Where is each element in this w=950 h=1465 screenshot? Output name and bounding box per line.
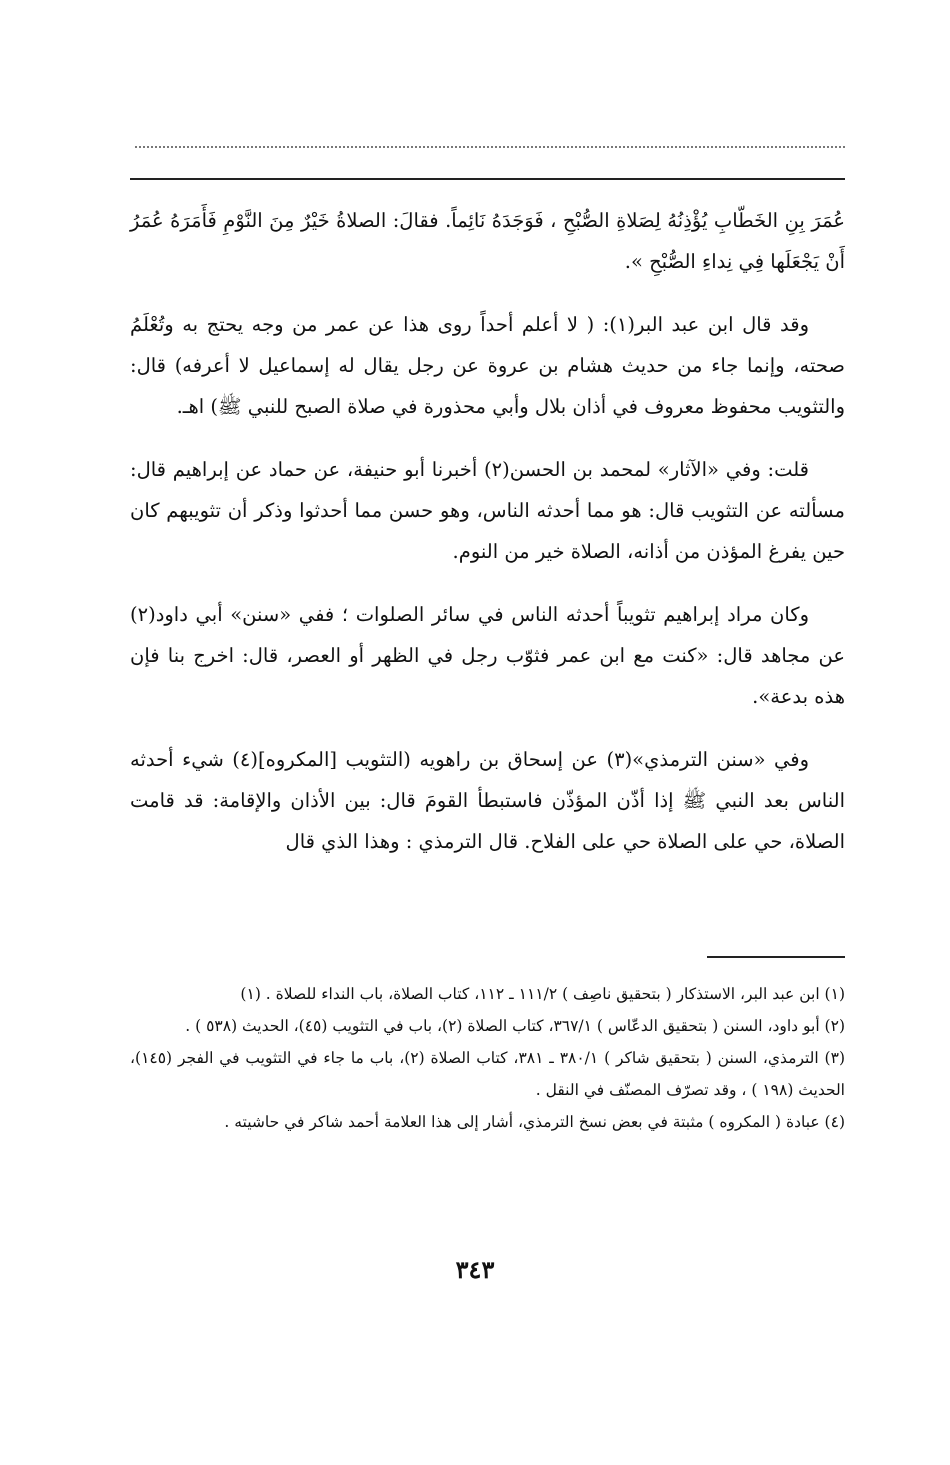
- paragraph-hadith-ending: عُمَرَ بِنِ الخَطّابِ يُؤْذِنُهُ لِصَلاةِ الصُّبْحِ ، فَوَجَدَهُ نَائِماً. فقالَ: الصلاةُ خَيْرٌ مِنَ النَّوْمِ فَأَمَرَهُ عُمَرُ أَنْ يَجْعَلَها فِي نِداءِ الصُّبْحِ ».: [130, 209, 845, 273]
- main-text: [130, 200, 845, 884]
- header-rule: [130, 178, 845, 180]
- page-number: ٣٤٣: [455, 1255, 495, 1284]
- paragraph-ibn-abd-al-barr: وقد قال ابن عبد البر(١): ( لا أعلم أحداً روى هذا عن عمر من وجه يحتج به وتُعْلَمُ صحته، وإنما جاء من حديث هشام بن عروة عن رجل يقال له إسماعيل لا أعرفه) قال: والتثويب محفوظ معروف في أذان بلال وأبي محذورة في صلاة الصبح للنبي ﷺ) اهـ.: [130, 313, 845, 418]
- footnote-1: (١) ابن عبد البر، الاستذكار ( بتحقيق ناصِف ) ١١١/٢ ـ ١١٢، كتاب الصلاة، باب النداء للصلاة . (١): [240, 985, 845, 1003]
- paragraph-tirmidhi: وفي «سنن الترمذي»(٣) عن إسحاق بن راهويه (التثويب [المكروه](٤) شيء أحدثه الناس بعد النبي ﷺ إذا أذّن المؤذّن فاستبطأ القومَ قال: بين الأذان والإقامة: قد قامت الصلاة، حي على الصلاة حي على الفلاح. قال الترمذي : وهذا الذي قال: [130, 748, 845, 853]
- footnotes: [130, 978, 845, 1138]
- footnote-3: (٣) الترمذي، السنن ( بتحقيق شاكر ) ٣٨٠/١ ـ ٣٨١، كتاب الصلاة (٢)، باب ما جاء في التثويب في الفجر (١٤٥)، الحديث (١٩٨ ) ، وقد تصرّف المصنّف في النقل .: [130, 1049, 845, 1099]
- paragraph-abu-dawud: وكان مراد إبراهيم تثويباً أحدثه الناس في سائر الصلوات ؛ ففي «سنن» أبي داود(٢) عن مجاهد قال: «كنت مع ابن عمر فثوّب رجل في الظهر أو العصر، قال: اخرج بنا فإن هذه بدعة».: [130, 603, 845, 708]
- paragraph-al-athar: قلت: وفي «الآثار» لمحمد بن الحسن(٢) أخبرنا أبو حنيفة، عن حماد عن إبراهيم قال: مسألته عن التثويب قال: هو مما أحدثه الناس، وهو حسن مما أحدثوا وذكر أن تثويبهم كان حين يفرغ المؤذن من أذانه، الصلاة خير من النوم.: [130, 458, 845, 563]
- footnote-2: (٢) أبو داود، السنن ( بتحقيق الدعّاس ) ٣٦٧/١، كتاب الصلاة (٢)، باب في التثويب (٤٥)، الحديث (٥٣٨ ) .: [185, 1017, 845, 1035]
- footnote-4: (٤) عبادة ( المكروه ) مثبتة في بعض نسخ الترمذي، أشار إلى هذا العلامة أحمد شاكر في حاشيته .: [224, 1113, 845, 1131]
- header-dotted-rule: [135, 146, 845, 148]
- footnote-separator: [707, 956, 845, 958]
